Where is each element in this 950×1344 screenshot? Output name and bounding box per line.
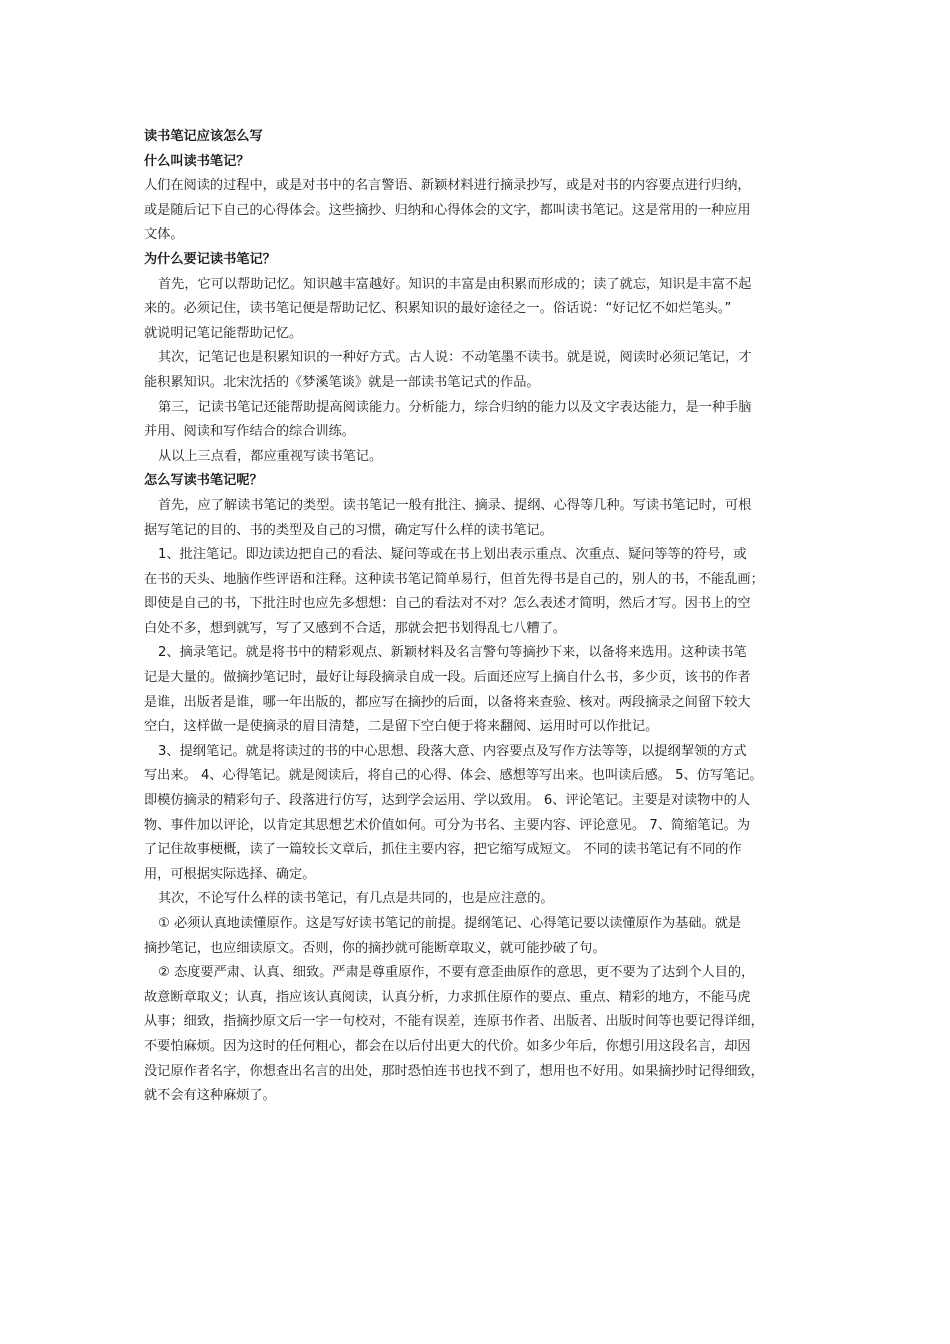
paragraph-line: 文体。 xyxy=(144,227,184,243)
paragraph-line: 从以上三点看，都应重视写读书笔记。 xyxy=(158,448,383,464)
paragraph-line: 就说明记笔记能帮助记忆。 xyxy=(144,325,303,341)
paragraph-line: 来的。必须记住，读书笔记便是帮助记忆、积累知识的最好途径之一。俗话说：“好记忆不如烂笔头。” xyxy=(144,301,732,317)
document-body xyxy=(144,125,814,1109)
paragraph-line: 即模仿摘录的精彩句子、段落进行仿写，达到学会运用、学以致用。 6、评论笔记。主要是对读物中的人 xyxy=(144,793,751,809)
section-heading: 什么叫读书笔记？ xyxy=(144,153,250,169)
paragraph-line: 或是随后记下自己的心得体会。这些摘抄、归纳和心得体会的文字，都叫读书笔记。这是常用的一种应用 xyxy=(144,202,751,218)
paragraph-line: 了记住故事梗概，读了一篇较长文章后，抓住主要内容，把它缩写成短文。 不同的读书笔记有不同的作 xyxy=(144,842,742,858)
paragraph-line: 首先，它可以帮助记忆。知识越丰富越好。知识的丰富是由积累而形成的；读了就忘，知识是丰富不起 xyxy=(158,276,752,292)
paragraph-line: 从事；细致，指摘抄原文后一字一句校对，不能有误差，连原书作者、出版者、出版时间等也要记得详细， xyxy=(144,1014,764,1030)
paragraph-line: 并用、阅读和写作结合的综合训练。 xyxy=(144,424,355,440)
paragraph-line: 1、批注笔记。即边读边把自己的看法、疑问等或在书上划出表示重点、次重点、疑问等等的符号，或 xyxy=(158,547,747,563)
paragraph-line: 白处不多，想到就写，写了又感到不合适，那就会把书划得乱七八糟了。 xyxy=(144,620,566,636)
paragraph-line: 用，可根据实际选择、确定。 xyxy=(144,866,316,882)
paragraph-line: 记是大量的。做摘抄笔记时，最好让每段摘录自成一段。后面还应写上摘自什么书，多少页，该书的作者 xyxy=(144,670,751,686)
paragraph-line: 摘抄笔记，也应细读原文。否则，你的摘抄就可能断章取义，就可能抄破了句。 xyxy=(144,940,606,956)
paragraph-line: 故意断章取义；认真，指应该认真阅读，认真分析，力求抓住原作的要点、重点、精彩的地方，不能马虎 xyxy=(144,989,751,1005)
paragraph-line: 即使是自己的书，下批注时也应先多想想：自己的看法对不对？怎么表述才简明，然后才写。因书上的空 xyxy=(144,596,751,612)
paragraph-line: 3、提纲笔记。就是将读过的书的中心思想、段落大意、内容要点及写作方法等等，以提纲挈领的方式 xyxy=(158,743,747,759)
paragraph-line: 物、事件加以评论，以肯定其思想艺术价值如何。可分为书名、主要内容、评论意见。 7、简缩笔记。为 xyxy=(144,817,751,833)
paragraph-line: 能积累知识。北宋沈括的《梦溪笔谈》就是一部读书笔记式的作品。 xyxy=(144,374,540,390)
paragraph-line: 第三，记读书笔记还能帮助提高阅读能力。分析能力，综合归纳的能力以及文字表达能力，是一种手脑 xyxy=(158,399,752,415)
paragraph-line: 其次，记笔记也是积累知识的一种好方式。古人说：不动笔墨不读书。就是说，阅读时必须记笔记，才 xyxy=(158,350,752,366)
paragraph-line: 据写笔记的目的、书的类型及自己的习惯，确定写什么样的读书笔记。 xyxy=(144,522,553,538)
paragraph-line: ② 态度要严肃、认真、细致。严肃是尊重原作，不要有意歪曲原作的意思，更不要为了达到个人目的， xyxy=(158,965,755,981)
section-heading: 怎么写读书笔记呢？ xyxy=(144,473,263,489)
paragraph-line: 人们在阅读的过程中，或是对书中的名言警语、新颖材料进行摘录抄写，或是对书的内容要点进行归纳， xyxy=(144,178,751,194)
paragraph-line: 不要怕麻烦。因为这时的任何粗心，都会在以后付出更大的代价。如多少年后，你想引用这段名言，却因 xyxy=(144,1038,751,1054)
paragraph-line: 写出来。 4、心得笔记。就是阅读后，将自己的心得、体会、感想等写出来。也叫读后感。 5、仿写笔记。 xyxy=(144,768,763,784)
paragraph-line: 其次，不论写什么样的读书笔记，有几点是共同的，也是应注意的。 xyxy=(158,891,554,907)
paragraph-line: ① 必须认真地读懂原作。这是写好读书笔记的前提。提纲笔记、心得笔记要以读懂原作为基础。就是 xyxy=(158,916,742,931)
section-heading: 为什么要记读书笔记？ xyxy=(144,251,276,267)
document-title: 读书笔记应该怎么写 xyxy=(144,129,263,144)
paragraph-line: 就不会有这种麻烦了。 xyxy=(144,1088,276,1104)
paragraph-line: 首先，应了解读书笔记的类型。读书笔记一般有批注、摘录、提纲、心得等几种。写读书笔记时，可根 xyxy=(158,497,752,513)
paragraph-line: 在书的天头、地脑作些评语和注释。这种读书笔记简单易行，但首先得书是自己的，别人的书，不能乱画； xyxy=(144,571,764,587)
paragraph-line: 没记原作者名字，你想查出名言的出处，那时恐怕连书也找不到了，想用也不好用。如果摘抄时记得细致， xyxy=(144,1063,764,1079)
paragraph-line: 空白，这样做一是使摘录的眉目清楚，二是留下空白便于将来翻阅、运用时可以作批记。 xyxy=(144,719,659,735)
document-sections xyxy=(144,150,814,1109)
paragraph-line: 是谁，出版者是谁，哪一年出版的，都应写在摘抄的后面，以备将来查验、核对。两段摘录之间留下较大 xyxy=(144,694,751,710)
paragraph-line: 2、摘录笔记。就是将书中的精彩观点、新颖材料及名言警句等摘抄下来，以备将来选用。这种读书笔 xyxy=(158,645,747,661)
